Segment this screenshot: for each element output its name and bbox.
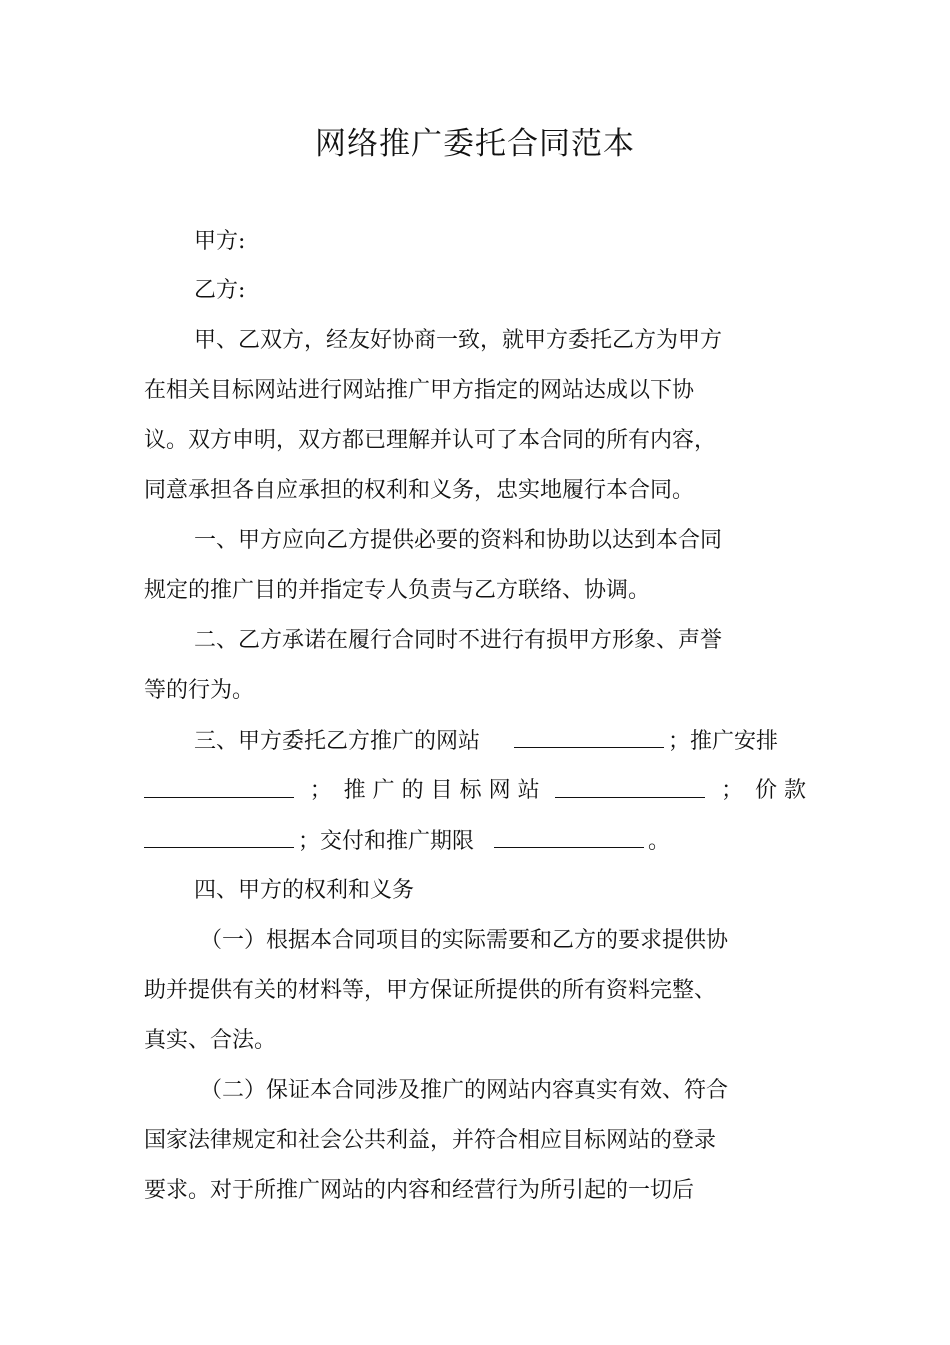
item-1-line: 助并提供有关的材料等，甲方保证所提供的所有资料完整、: [144, 978, 717, 1003]
target-site-blank[interactable]: [555, 775, 705, 798]
clause-1-line: 规定的推广目的并指定专人负责与乙方联络、协调。: [144, 578, 651, 603]
party-a-label: 甲方:: [194, 229, 246, 254]
clause-3-line: [194, 725, 778, 758]
clause-3-text: 价 款: [754, 778, 806, 803]
clause-2-line: 等的行为。: [144, 678, 255, 703]
clause-3-line: [144, 775, 806, 807]
item-2-line: 国家法律规定和社会公共利益，并符合相应目标网站的登录: [144, 1128, 717, 1153]
website-blank[interactable]: [514, 725, 664, 748]
item-1-line: 真实、合法。: [144, 1028, 277, 1053]
item-2-line: 要求。对于所推广网站的内容和经营行为所引起的一切后: [144, 1178, 695, 1203]
period-blank[interactable]: [494, 825, 644, 848]
document-title: 网络推广委托合同范本: [315, 126, 635, 162]
clause-2-line: 二、乙方承诺在履行合同时不进行有损甲方形象、声誉: [194, 628, 723, 653]
clause-3-text: 三、甲方委托乙方推广的网站: [194, 729, 481, 754]
clause-3-text: ；: [309, 778, 332, 803]
party-b-label: 乙方:: [194, 278, 246, 303]
clause-3-text: ；: [721, 778, 744, 803]
intro-line: 议。双方申明，双方都已理解并认可了本合同的所有内容，: [144, 428, 717, 453]
item-1-line: （一）根据本合同项目的实际需要和乙方的要求提供协: [200, 928, 729, 953]
price-blank[interactable]: [144, 825, 294, 848]
clause-3-line: [144, 825, 670, 858]
intro-line: 甲、乙双方，经友好协商一致，就甲方委托乙方为甲方: [194, 328, 723, 353]
item-2-line: （二）保证本合同涉及推广的网站内容真实有效、符合: [200, 1078, 729, 1103]
arrangement-blank[interactable]: [144, 775, 294, 798]
intro-line: 在相关目标网站进行网站推广甲方指定的网站达成以下协: [144, 378, 695, 403]
clause-4-heading: 四、甲方的权利和义务: [194, 878, 415, 903]
clause-3-text: ；推广安排: [668, 729, 779, 754]
clause-3-text: 推 广 的 目 标 网 站: [343, 778, 540, 803]
intro-line: 同意承担各自应承担的权利和义务，忠实地履行本合同。: [144, 478, 695, 503]
clause-1-line: 一、甲方应向乙方提供必要的资料和协助以达到本合同: [194, 528, 723, 553]
clause-3-text: ；交付和推广期限: [298, 829, 475, 854]
clause-3-text: 。: [648, 829, 671, 854]
